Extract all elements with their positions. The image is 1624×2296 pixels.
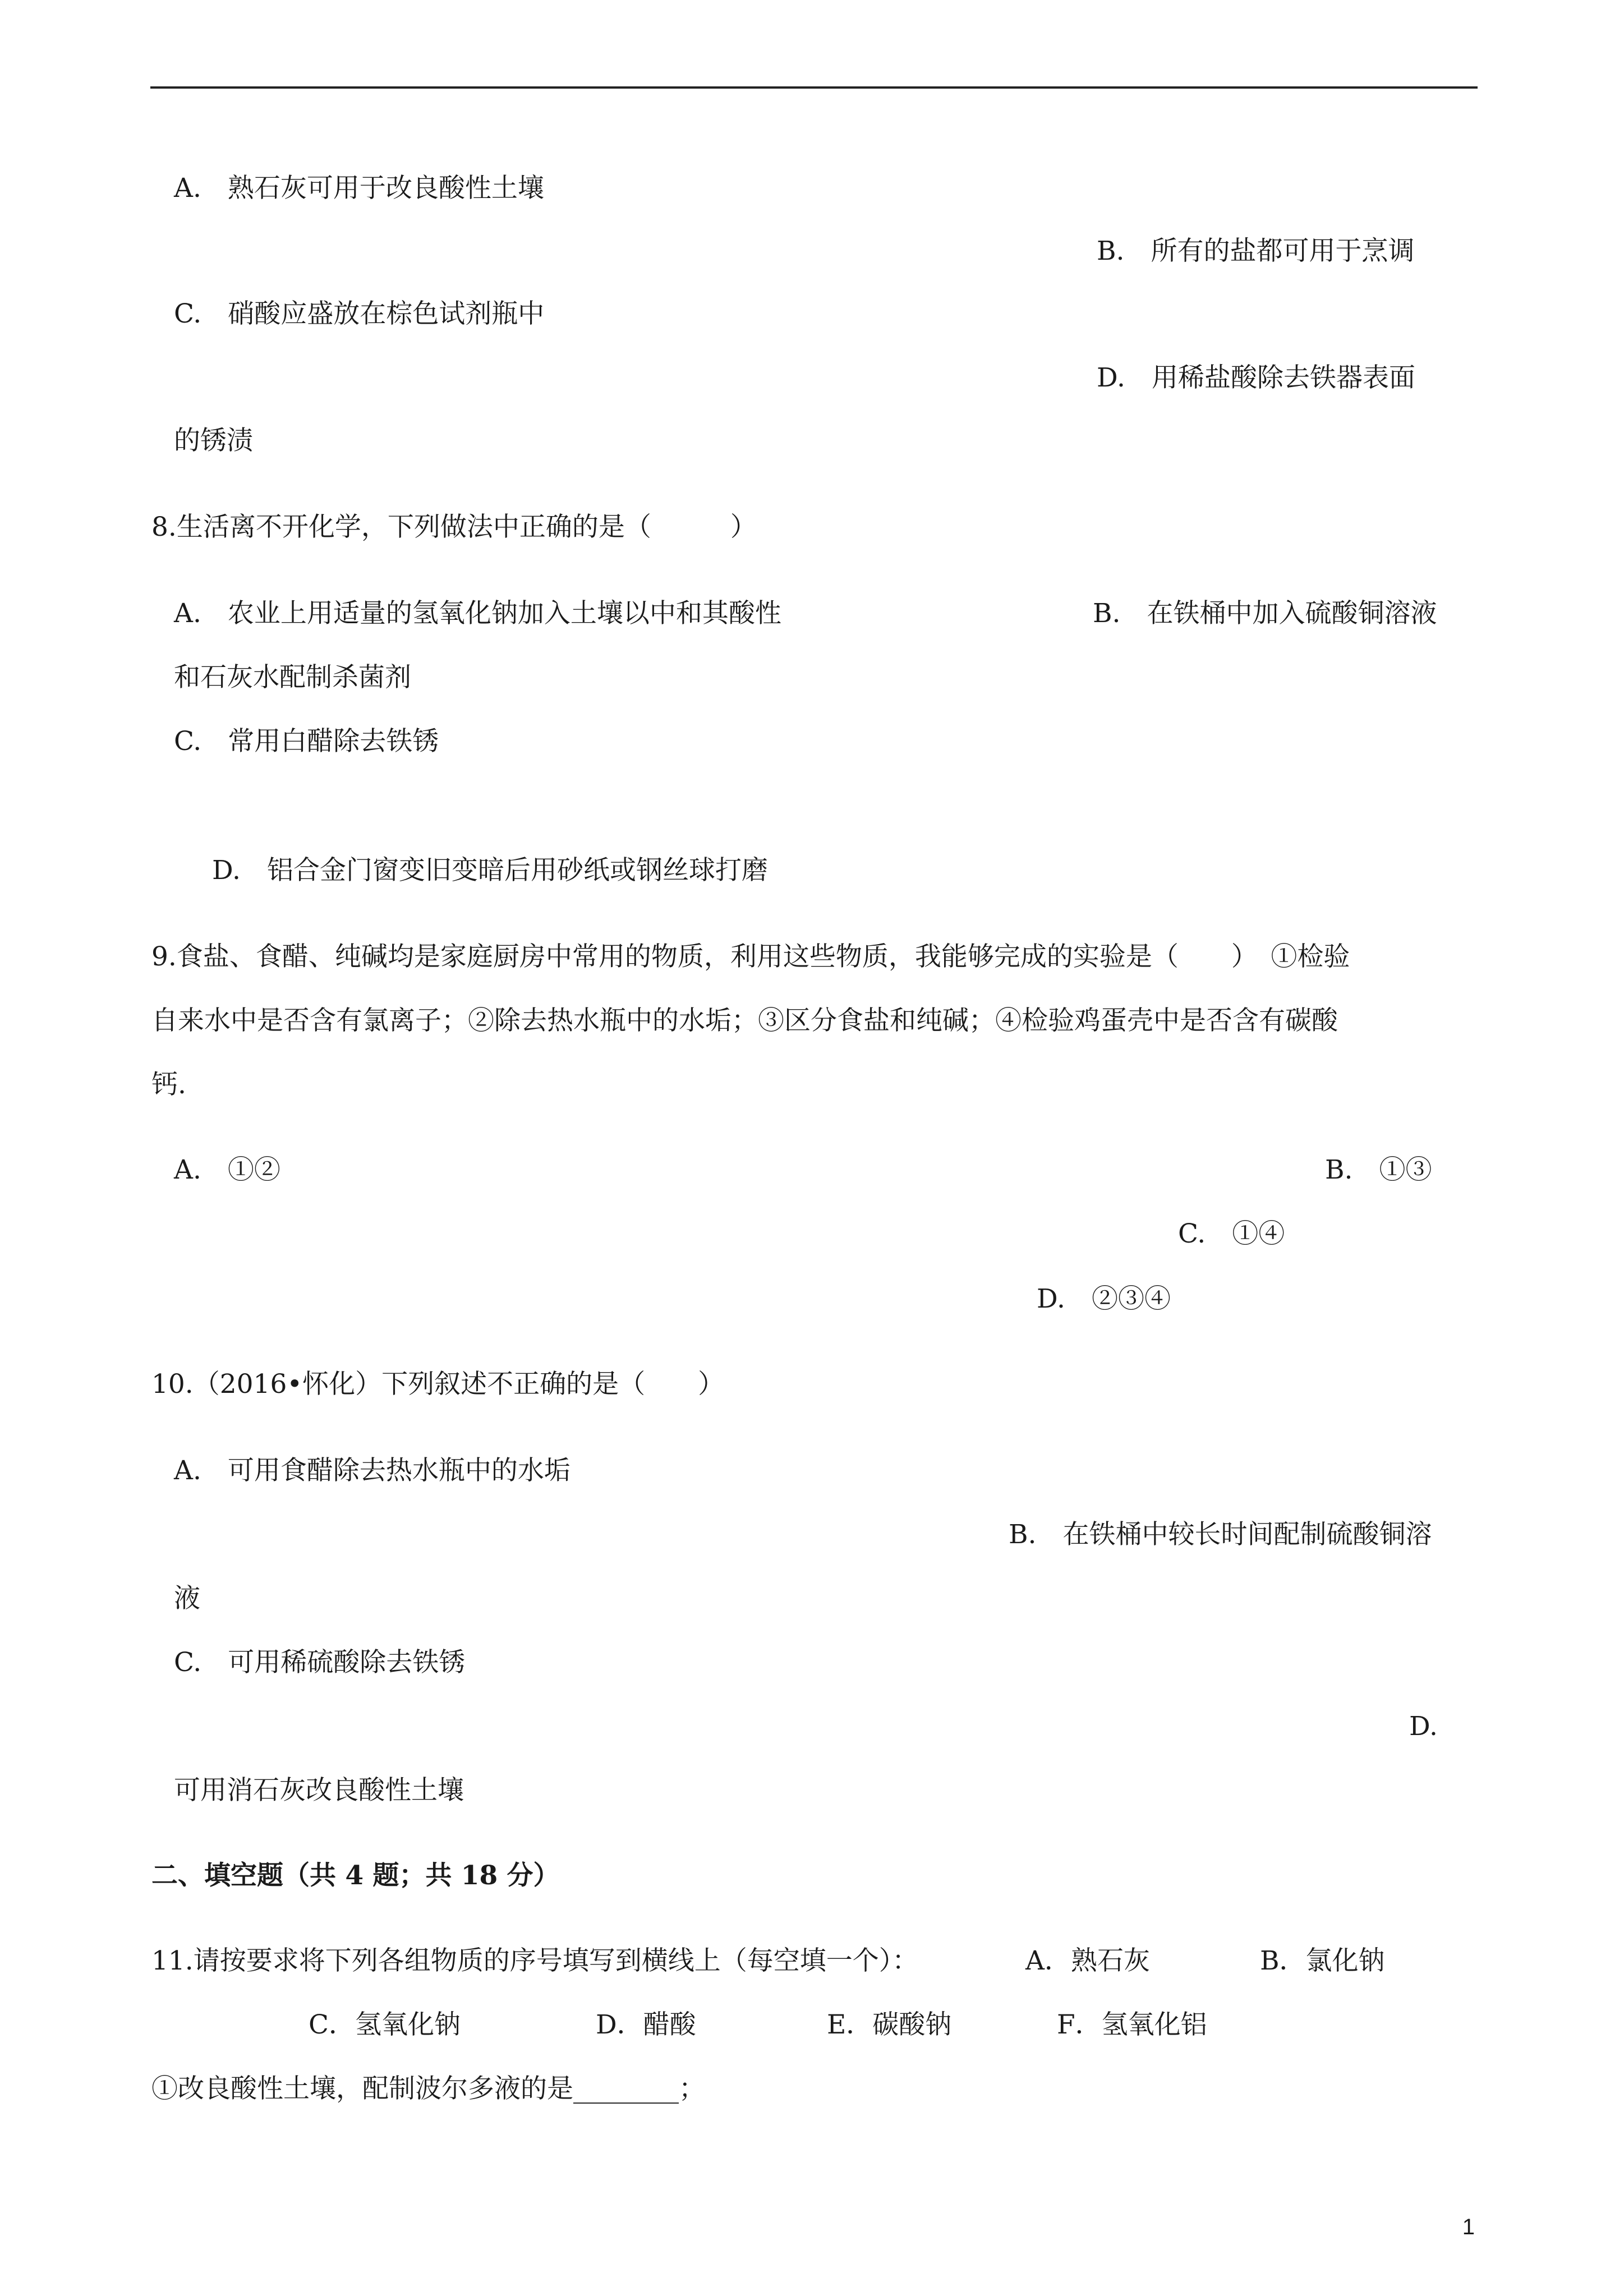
q7-option-d-continued: 的锈渍	[174, 425, 253, 456]
q9-option-b: B. ①③	[1325, 1154, 1432, 1185]
q11-stem: 11.请按要求将下列各组物质的序号填写到横线上（每空填一个）：	[151, 1945, 919, 1976]
q9-option-a: A. ①②	[174, 1154, 280, 1185]
q11-option-e: E．碳酸钠	[827, 2009, 952, 2040]
q11-option-d: D．醋酸	[596, 2009, 696, 2040]
q9-stem-line2: 自来水中是否含有氯离子；②除去热水瓶中的水垢；③区分食盐和纯碱；④检验鸡蛋壳中是否含有碳酸	[151, 1005, 1338, 1036]
q9-stem-line3: 钙.	[151, 1069, 186, 1100]
q11-option-b: B．氯化钠	[1260, 1945, 1385, 1976]
q8-option-d: D. 铝合金门窗变旧变暗后用砂纸或钢丝球打磨	[212, 855, 768, 886]
section-title: 二、填空题（共 4 题；共 18 分）	[151, 1860, 560, 1891]
q11-option-c: C．氢氧化钠	[309, 2009, 461, 2040]
q7-option-a: A. 熟石灰可用于改良酸性土壤	[174, 173, 544, 204]
q10-option-a: A. 可用食醋除去热水瓶中的水垢	[174, 1455, 571, 1486]
q10-option-c: C. 可用稀硫酸除去铁锈	[174, 1647, 466, 1678]
q11-item-1: ①改良酸性土壤，配制波尔多液的是________；	[151, 2073, 705, 2104]
q8-option-b-continued: 和石灰水配制杀菌剂	[174, 662, 411, 693]
page-number: 1	[1462, 2215, 1475, 2239]
q8-option-a: A. 农业上用适量的氢氧化钠加入土壤以中和其酸性	[174, 598, 781, 629]
q7-option-d: D. 用稀盐酸除去铁器表面	[1097, 362, 1415, 393]
q10-stem: 10.（2016•怀化）下列叙述不正确的是（ ）	[151, 1369, 725, 1400]
q9-option-c: C. ①④	[1178, 1218, 1285, 1249]
q10-option-b: B. 在铁桶中较长时间配制硫酸铜溶	[1009, 1519, 1432, 1550]
q11-option-a: A．熟石灰	[1025, 1945, 1150, 1976]
q11-option-f: F．氢氧化铝	[1057, 2009, 1207, 2040]
q7-option-c: C. 硝酸应盛放在棕色试剂瓶中	[174, 298, 545, 329]
q9-stem-line1: 9.食盐、食醋、纯碱均是家庭厨房中常用的物质，利用这些物质，我能够完成的实验是（ ） ①检验	[151, 941, 1350, 972]
q10-option-b-continued: 液	[174, 1583, 200, 1614]
q7-option-b: B. 所有的盐都可用于烹调	[1097, 236, 1415, 266]
q8-option-c: C. 常用白醋除去铁锈	[174, 726, 439, 757]
q10-option-d-continued: 可用消石灰改良酸性土壤	[174, 1775, 464, 1806]
q9-option-d: D. ②③④	[1037, 1283, 1171, 1314]
header-rule	[150, 86, 1478, 89]
q8-option-b: B. 在铁桶中加入硫酸铜溶液	[1093, 598, 1437, 629]
q8-stem: 8.生活离不开化学，下列做法中正确的是（ ）	[151, 512, 757, 542]
q10-option-d: D.	[1409, 1711, 1438, 1742]
